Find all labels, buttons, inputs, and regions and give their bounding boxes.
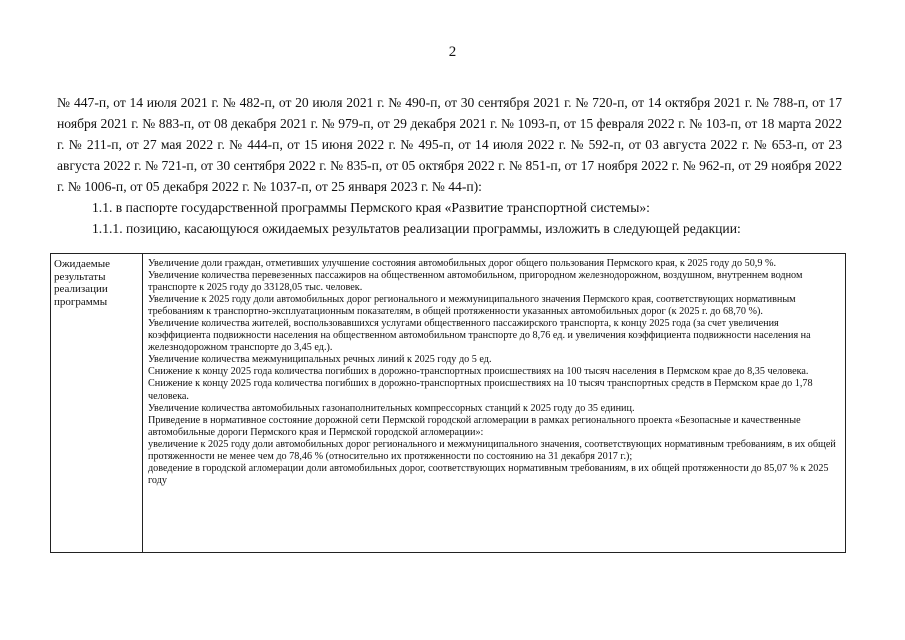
document-body [57, 92, 842, 239]
expected-results-table [50, 253, 846, 553]
table-content-cell [143, 254, 845, 552]
result-item: Увеличение количества перевезенных пассажиров на общественном автомобильном, пригородном железнодорожном, воздушном, внутреннем водном транспорте к 2025 году до 33128,05 тыс. человек. [148, 270, 803, 294]
result-item: увеличение к 2025 году доли автомобильных дорог регионального и межмуниципального значения, соответствующих нормативным требованиям, в их общей протяженности не менее чем до 78,46 % (относительно их протяженности по состоянию на 31 декабря 2017 г.); [148, 438, 836, 462]
paragraph-resolution-list: № 447-п, от 14 июля 2021 г. № 482-п, от 20 июля 2021 г. № 490-п, от 30 сентября 2021 г. № 720-п, от 14 октября 2021 г. № 788-п, от 17 ноября 2021 г. № 883-п, от 08 декабря 2021 г. № 979-п, от 29 декабря 2021 г. № 1093-п, от 15 февраля 2022 г. № 103-п, от 18 марта 2022 г. № 211-п, от 27 мая 2022 г. № 444-п, от 15 июня 2022 г. № 495-п, от 14 июля 2022 г. № 592-п, от 03 августа 2022 г. № 653-п, от 23 августа 2022 г. № 721-п, от 30 сентября 2022 г. № 835-п, от 05 октября 2022 г. № 851-п, от 17 ноября 2022 г. № 962-п, от 29 ноября 2022 г. № 1006-п, от 05 декабря 2022 г. № 1037-п, от 25 января 2023 г. № 44-п): [57, 95, 842, 194]
result-item: Снижение к концу 2025 года количества погибших в дорожно-транспортных происшествиях на 100 тысяч населения в Пермском крае до 8,35 человека. [148, 366, 809, 378]
table-label-cell: Ожидаемые результаты реализации программы [51, 254, 143, 552]
result-item: Приведение в нормативное состояние дорожной сети Пермской городской агломерации в рамках регионального проекта «Безопасные и качественные автомобильные дороги Пермского края и Пермской городской агломерации»: [148, 414, 801, 438]
result-item: Увеличение количества жителей, воспользовавшихся услугами общественного пассажирского транспорта, к концу 2025 года (за счет увеличения коэффициента подвижности населения на общественном автомобильном транспорте до 8,76 ед. и увеличения коэффициента подвижности населения на железнодорожном транспорте до 3,45 ед.). [148, 318, 811, 354]
result-item: доведение в городской агломерации доли автомобильных дорог, соответствующих нормативным требованиям, в их общей протяженности до 85,07 % к 2025 году [148, 462, 829, 486]
result-item: Увеличение доли граждан, отметивших улучшение состояния автомобильных дорог общего пользования Пермского края, к 2025 году до 50,9 %. [148, 258, 777, 269]
paragraph-1-1: 1.1. в паспорте государственной программы Пермского края «Развитие транспортной системы»: [92, 200, 650, 215]
result-item: Снижение к концу 2025 года количества погибших в дорожно-транспортных происшествиях на 10 тысяч транспортных средств в Пермском крае до 1,78 человека. [148, 378, 813, 402]
result-item: Увеличение количества автомобильных газонаполнительных компрессорных станций к 2025 году до 35 единиц. [148, 402, 635, 414]
paragraph-1-1-1: 1.1.1. позицию, касающуюся ожидаемых результатов реализации программы, изложить в следующей редакции: [92, 221, 741, 236]
result-item: Увеличение количества межмуниципальных речных линий к 2025 году до 5 ед. [148, 354, 492, 366]
result-item: Увеличение к 2025 году доли автомобильных дорог регионального и межмуниципального значения Пермского края, соответствующих нормативным требованиям к транспортно-эксплуатационным показателям, в общей протяженности указанных автомобильных дорог (к 2025 г. до 68,70 %). [148, 294, 796, 318]
page-number: 2 [448, 44, 457, 60]
